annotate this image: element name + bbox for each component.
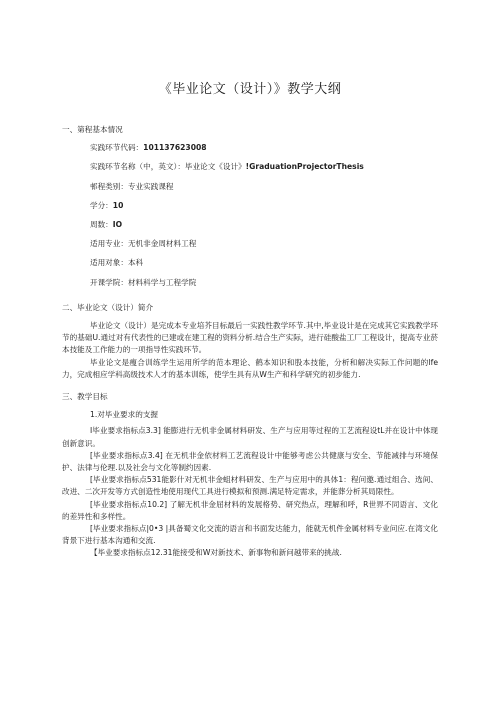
indicator-10-2: [毕业要求指标点10.2] 了解无机非金屈材料的发展格势、研究热点，理解和呼，R世界不同语言、文化的差异性和多样性。 [62,499,438,521]
course-weeks: 周数：IO [90,220,123,230]
course-code: 实践环节代码：101137623008 [90,143,207,153]
course-major: 适用专业：无机非金周材料工程 [90,239,197,249]
indicator-3-4: [毕业要求指标点3.4] 在无机非金依材料工艺流程设计中能够考虑公共健康与安全、节能减排与环境保护、法律与伦理.以及社会与文化等制约因素. [62,450,438,473]
indicator-12-3: 【毕业要求指标点12.31能接受和W对新技术、新事物和新问越带来的挑战. [90,548,342,558]
section-1-heading: 一、第程基本情况 [62,125,123,134]
intro-paragraph-2: 毕业论文是瘦合训练学生运用所学的范本理论、鹤本知识和股本技能，分析和解决实际工作问题的lfe力，完成相应学科高级技术人才的基本训练，使学生具有从W生产和科学研究的初步能力. [62,357,438,379]
indicator-3-3: I毕业要求指标点3.3] 能膨进行无机非金属材料研发、生产与应用等过程的工艺流程设tL并在设计中体现创新意识。 [62,426,438,448]
indicator-10-3: [毕业要求指标点|0•3 |具备蜀文化交流的语言和书面发达能力，能就无机件金属材料专业问应.在湾文化背景下进行基本沟通和交流. [62,524,438,546]
course-credit: 学分：10 [90,200,124,210]
course-type: 邨程类别：专业实践课程 [90,181,174,191]
section-2-heading: 二、毕业论文（设计）简介 [62,302,154,312]
page-title: 《毕业论文（设计）》教学大纲 [158,82,342,97]
document-body [62,124,438,560]
section-3-heading: 三、教学目标 [62,392,108,402]
indicator-5-3: [毕业要求指标点531能影什对无机非金蛆材料研发、生产与应用中的具体1：程问邀.通过组合、选间、改进、二次开发等方式创造性地使用现代工具进行模拟和预测.满足特定需求，并能葬分析其局限性。 [62,475,438,497]
course-college: 开课学院：材料科学与工程学院 [90,277,197,287]
intro-paragraph-1: 毕业论文（设计）是完成本专业培芥目标最后一实践性教学环节.其中,毕业设计是在完成其它实践教学环节的基础U.通过对有代表性的已建或在建工程的资料分析.结合生产实际，进行硅酸盐工厂工程设计，提高专业菸本技能及工作能力的一项指导性实践环节。 [62,321,438,355]
section-3-subheading: 1.对毕业要求的支握 [90,410,158,420]
course-target: 适用对象：本科 [90,258,144,268]
course-name: 实践环节名称（中，英文）：毕业论文《设计》!GraduationProjectorThesis [90,162,364,172]
